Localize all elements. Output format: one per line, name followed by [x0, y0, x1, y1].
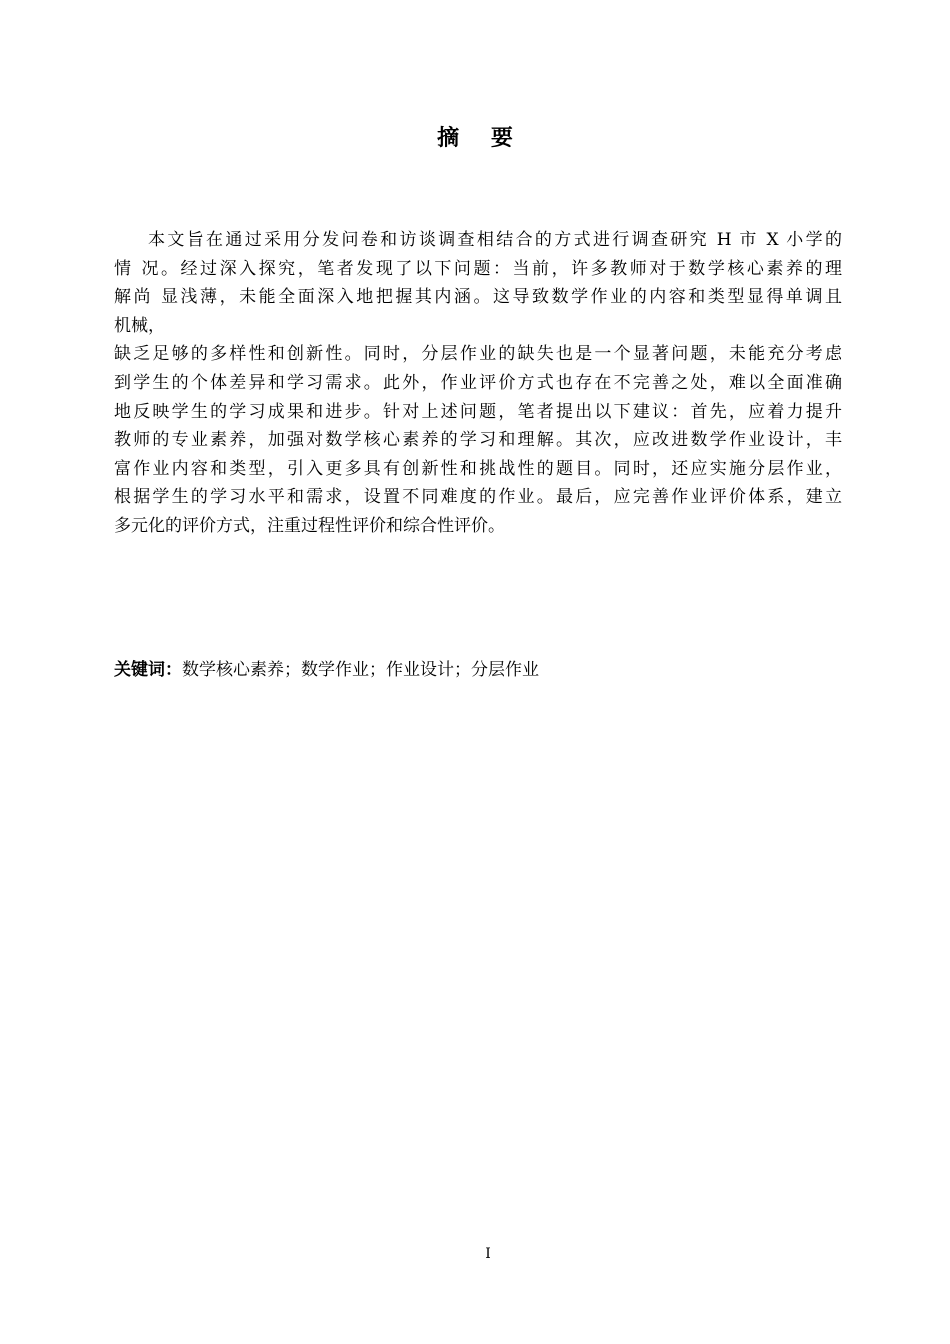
abstract-body — [114, 226, 842, 541]
keywords-line — [114, 656, 539, 684]
abstract-line-10: 根据学生的学习水平和需求，设置不同难度的作业。最后，应完善作业评价体系，建立 — [114, 487, 842, 508]
abstract-line-8: 教师的专业素养，加强对数学核心素养的学习和理解。其次，应改进数学作业设计，丰 — [114, 430, 842, 451]
abstract-line-3: 解尚 显浅薄，未能全面深入地把握其内涵。这导致数学作业的内容和类型显得单调且 — [114, 287, 842, 308]
abstract-line-7: 地反映学生的学习成果和进步。针对上述问题，笔者提出以下建议：首先，应着力提升 — [114, 401, 842, 422]
abstract-line-11: 多元化的评价方式，注重过程性评价和综合性评价。 — [114, 515, 505, 536]
page-number: I — [485, 1246, 491, 1262]
abstract-line-1: 本文旨在通过采用分发问卷和访谈调查相结合的方式进行调查研究 H 市 X 小学的 — [148, 230, 842, 250]
abstract-line-5: 缺乏足够的多样性和创新性。同时，分层作业的缺失也是一个显著问题，未能充分考虑 — [114, 344, 842, 365]
abstract-line-6: 到学生的个体差异和学习需求。此外，作业评价方式也存在不完善之处，难以全面准确 — [114, 372, 842, 393]
keywords-text: 数学核心素养；数学作业；作业设计；分层作业 — [182, 660, 539, 680]
abstract-line-9: 富作业内容和类型，引入更多具有创新性和挑战性的题目。同时，还应实施分层作业， — [114, 458, 842, 479]
abstract-line-4: 机械， — [114, 315, 165, 336]
keywords-label: 关键词： — [114, 660, 182, 680]
abstract-line-2: 情 况。经过深入探究，笔者发现了以下问题：当前，许多教师对于数学核心素养的理 — [114, 258, 842, 279]
abstract-title: 摘 要 — [437, 126, 525, 151]
